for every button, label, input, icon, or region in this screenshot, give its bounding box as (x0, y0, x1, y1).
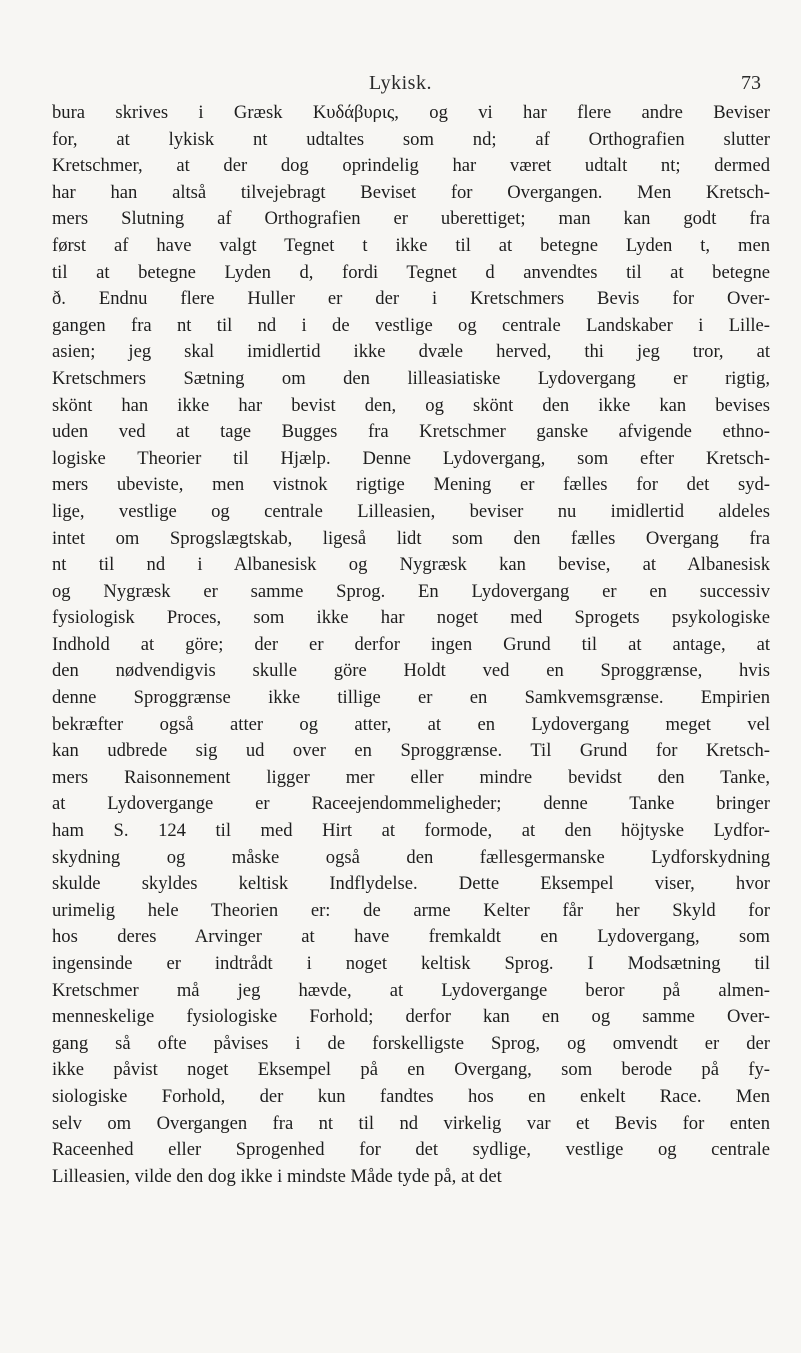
text-line: ingensinde er indtrådt i noget keltisk Sprog. I Modsætning til (52, 953, 770, 974)
text-line: Lilleasien, vilde den dog ikke i mindste Måde tyde på, at det (52, 1165, 502, 1187)
text-line: skönt han ikke har bevist den, og skönt den ikke kan bevises (52, 394, 770, 416)
text-line: Indhold at göre; der er derfor ingen Grund til at antage, at (52, 633, 770, 655)
text-line: gangen fra nt til nd i de vestlige og centrale Landskaber i Lille- (52, 314, 770, 336)
text-line: Kretschmer må jeg hævde, at Lydovergange beror på almen- (52, 979, 770, 1001)
text-line: først af have valgt Tegnet t ikke til at betegne Lyden t, men (52, 234, 770, 256)
text-line: asien; jeg skal imidlertid ikke dvæle herved, thi jeg tror, at (52, 341, 770, 363)
text-line: mers ubeviste, men vistnok rigtige Mening er fælles for det syd- (52, 474, 770, 496)
page-number: 73 (741, 72, 761, 94)
text-line: mers Slutning af Orthografien er uberettiget; man kan godt fra (52, 208, 770, 230)
body-text (52, 100, 770, 1190)
text-line: Kretschmer, at der dog oprindelig har været udtalt nt; dermed (52, 155, 770, 177)
text-line: Kretschmers Sætning om den lilleasiatiske Lydovergang er rigtig, (52, 367, 770, 389)
text-line: og Nygræsk er samme Sprog. En Lydovergang er en successiv (52, 580, 770, 602)
text-line: denne Sproggrænse ikke tillige er en Samkvemsgrænse. Empirien (52, 687, 770, 709)
text-line: mers Raisonnement ligger mer eller mindre bevidst den Tanke, (52, 766, 770, 788)
text-line: bura skrives i Græsk Κυδάβυρις, og vi har flere andre Beviser (52, 102, 770, 123)
text-line: den nødvendigvis skulle göre Holdt ved en Sproggrænse, hvis (52, 660, 770, 682)
text-line: har han altså tilvejebragt Beviset for Overgangen. Men Kretsch- (52, 181, 770, 203)
text-line: til at betegne Lyden d, fordi Tegnet d anvendtes til at betegne (52, 261, 770, 283)
text-line: bekræfter også atter og atter, at en Lydovergang meget vel (52, 713, 770, 735)
text-line: urimelig hele Theorien er: de arme Kelter får her Skyld for (52, 899, 770, 921)
text-line: ð. Endnu flere Huller er der i Kretschmers Bevis for Over- (52, 288, 770, 310)
text-line: nt til nd i Albanesisk og Nygræsk kan bevise, at Albanesisk (52, 554, 770, 576)
text-line: uden ved at tage Bugges fra Kretschmer ganske afvigende ethno- (52, 421, 770, 443)
text-line: for, at lykisk nt udtaltes som nd; af Orthografien slutter (52, 128, 770, 150)
text-line: gang så ofte påvises i de forskelligste Sprog, og omvendt er der (52, 1032, 770, 1054)
text-line: ham S. 124 til med Hirt at formode, at den höjtyske Lydfor- (52, 820, 770, 842)
text-line: ikke påvist noget Eksempel på en Overgang, som berode på fy- (52, 1059, 770, 1081)
text-line: skulde skyldes keltisk Indflydelse. Dette Eksempel viser, hvor (52, 873, 770, 895)
text-line: Raceenhed eller Sprogenhed for det sydlige, vestlige og centrale (52, 1139, 770, 1161)
running-title: Lykisk. (369, 72, 432, 94)
text-line: intet om Sprogslægtskab, ligeså lidt som den fælles Overgang fra (52, 527, 770, 549)
running-head (0, 72, 801, 100)
text-line: logiske Theorier til Hjælp. Denne Lydovergang, som efter Kretsch- (52, 447, 770, 469)
text-line: fysiologisk Proces, som ikke har noget med Sprogets psykologiske (52, 607, 770, 629)
text-line: siologiske Forhold, der kun fandtes hos en enkelt Race. Men (52, 1085, 770, 1107)
text-line: skydning og måske også den fællesgermanske Lydforskydning (52, 846, 770, 868)
text-line: at Lydovergange er Raceejendommeligheder; denne Tanke bringer (52, 793, 770, 815)
text-line: hos deres Arvinger at have fremkaldt en Lydovergang, som (52, 926, 770, 948)
text-line: menneskelige fysiologiske Forhold; derfor kan en og samme Over- (52, 1006, 770, 1028)
text-line: selv om Overgangen fra nt til nd virkelig var et Bevis for enten (52, 1112, 770, 1134)
text-line: kan udbrede sig ud over en Sproggrænse. Til Grund for Kretsch- (52, 740, 770, 762)
text-line: lige, vestlige og centrale Lilleasien, beviser nu imidlertid aldeles (52, 500, 770, 522)
